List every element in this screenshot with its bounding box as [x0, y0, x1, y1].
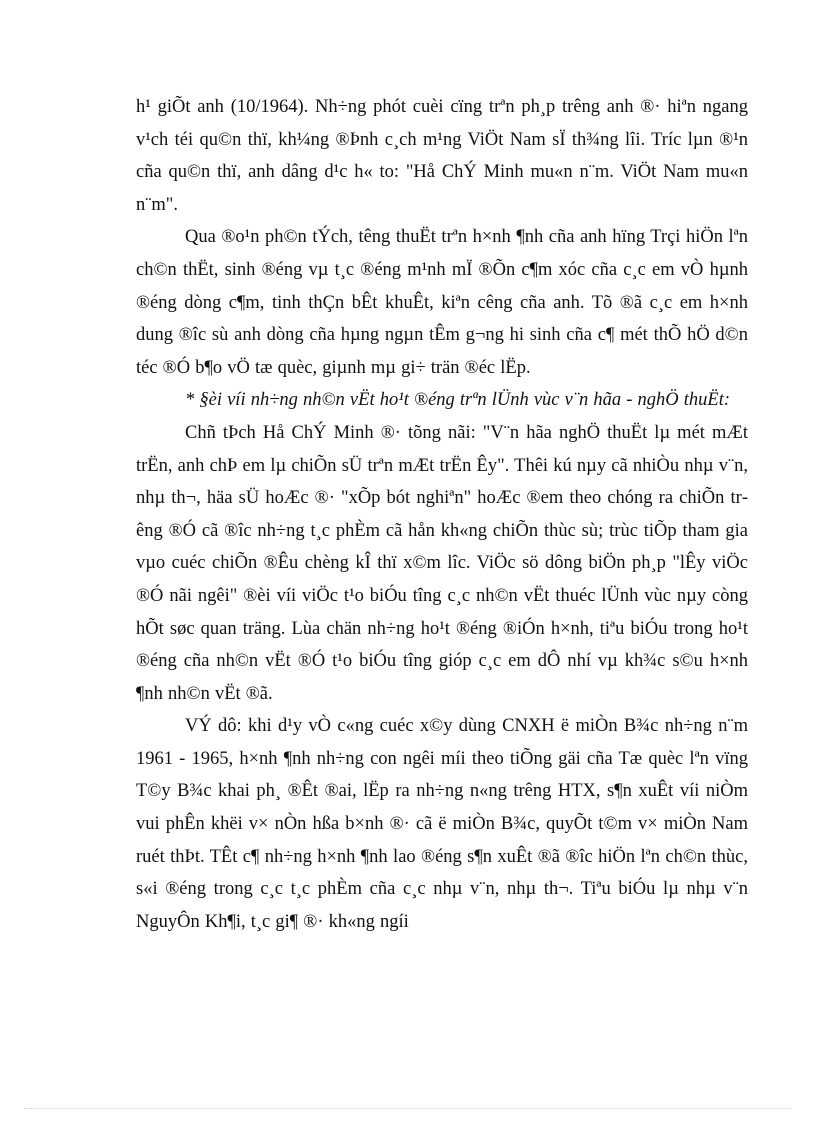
paragraph-analysis: Qua ®o¹n ph©n tÝch, têng thuËt trªn h×nh ¶nh cña anh hïng Trçi hiÖn lªn ch©n thËt, sinh ®éng vµ t¸c ®éng m¹nh mÏ ®Õn c¶m xóc cña c¸c em vÒ hµnh ®éng dòng c¶m, tinh thÇn bÊt khuÊt, kiªn cêng cña anh. Tõ ®ã c¸c em h×nh dung ®îc sù anh dòng cña hµng ngµn tÊm g¬ng hi sinh cña c¶ mét thÕ hÖ d©n téc ®Ó b¶o vÖ tæ quèc, giµnh mµ gi÷ trän ®éc lËp.: [136, 227, 748, 378]
paragraph-culture-front: Chñ tÞch Hå ChÝ Minh ®· tõng nãi: "V¨n hãa nghÖ thuËt lµ mét mÆt trËn, anh chÞ em lµ chiÕn sÜ trªn mÆt trËn Êy". Thêi kú nµy cã nhiÒu nhµ v¨n, nhµ th¬, häa sÜ hoÆc ®· "xÕp bót nghiªn" hoÆc ®em theo chóng ra chiÕn trêng ®Ó cã ®îc nh÷ng t¸c phÈm cã hån kh«ng chiÕn thùc sù; trùc tiÕp tham gia vµo cuéc chiÕn ®Êu chèng kÎ thï x©m lîc. ViÖc sö dông biÖn ph¸p "lÊy viÖc ®Ó nãi ngêi" ®èi víi viÖc t¹o biÓu tîng c¸c nh©n vËt thuéc lÜnh vùc nµy còng hÕt søc quan träng. Lùa chän nh÷ng ho¹t ®éng ®iÓn h×nh, tiªu biÓu trong ho¹t ®éng cña nh©n vËt ®Ó t¹o biÓu tîng gióp c¸c em dÔ nhí vµ kh¾c s©u h×nh ¶nh nh©n vËt ®ã.: [136, 422, 748, 704]
section-heading-culture-arts: * §èi víi nh÷ng nh©n vËt ho¹t ®éng trªn lÜnh vùc v¨n hãa - nghÖ thuËt:: [185, 390, 731, 411]
page-bottom-divider: [24, 1108, 792, 1109]
document-page: [136, 91, 748, 938]
paragraph-example-northwest: VÝ dô: khi d¹y vÒ c«ng cuéc x©y dùng CNXH ë miÒn B¾c nh÷ng n¨m 1961 - 1965, h×nh ¶nh nh÷ng con ngêi míi theo tiÕng gäi cña Tæ quèc lªn vïng T©y B¾c khai ph¸ ®Êt ®ai, lËp ra nh÷ng n«ng trêng HTX, s¶n xuÊt víi niÒm vui phÊn khëi v× nÒn hßa b×nh ®· cã ë miÒn B¾c, quyÕt t©m v× miÒn Nam ruét thÞt. TÊt c¶ nh÷ng h×nh ¶nh lao ®éng s¶n xuÊt ®ã ®îc hiÖn lªn ch©n thùc, s«i ®éng trong c¸c t¸c phÈm cña c¸c nhµ v¨n, nhµ th¬. Tiªu biÓu lµ nhµ v¨n NguyÔn Kh¶i, t¸c gi¶ ®· kh«ng ngíi: [136, 716, 748, 932]
paragraph-execution-scene: h¹ giÕt anh (10/1964). Nh÷ng phót cuèi cïng trªn ph¸p trêng anh ®· hiªn ngang v¹ch téi qu©n thï, kh¼ng ®Þnh c¸ch m¹ng ViÖt Nam sÏ th¾ng lîi. Tríc lµn ®¹n cña qu©n thï, anh dâng d¹c h« to: "Hå ChÝ Minh mu«n n¨m. ViÖt Nam mu«n n¨m".: [136, 97, 748, 215]
